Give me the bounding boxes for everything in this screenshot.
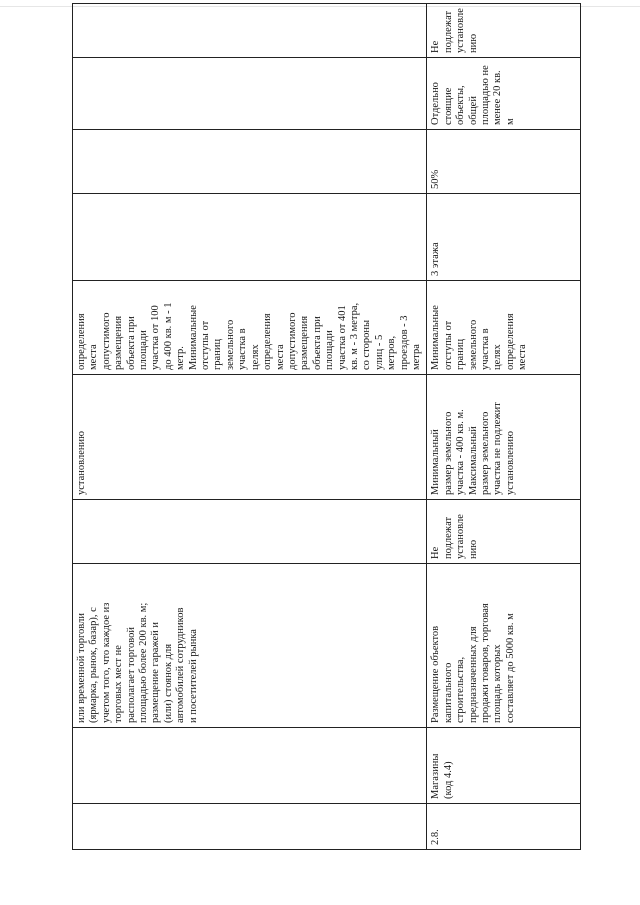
other-restrictions-cell: Не подлежат установлению (427, 4, 581, 58)
coverage-cell: 50% (427, 130, 581, 194)
storeys-cell (73, 500, 427, 564)
rotated-table-container (72, 8, 567, 850)
setbacks-cell: Минимальные отступы от границ земельного участка в целях определения места (427, 281, 581, 375)
use-description-cell: Размещение объектов капитального строительства, предназначенных для продажи товаров, торговая площадь которых составляет до 5000 кв. м (427, 564, 581, 728)
regulations-table (72, 3, 581, 850)
max-floors-cell: 3 этажа (427, 194, 581, 281)
use-name-cell (73, 728, 427, 804)
max-floors-cell (73, 194, 427, 281)
coverage-cell (73, 130, 427, 194)
table-row (427, 4, 581, 850)
plot-size-cell: установлению (73, 375, 427, 500)
row-number-cell: 2.8. (427, 804, 581, 850)
parking-cell (73, 58, 427, 130)
plot-size-cell: Минимальный размер земельного участка - 400 кв. м. Максимальный размер земельного участка не подлежит установлению (427, 375, 581, 500)
setbacks-cell: определения места допустимого размещения объекта при площади участка от 100 до 400 кв. м - 1 метр. Минимальные отступы от границ земельного участка в целях определения места допустимого размещения объекта при площади участка от 401 кв. м - 3 метра, со стороны улиц - 5 метров, проездов - 3 метра (73, 281, 427, 375)
use-name-cell: Магазины (код 4.4) (427, 728, 581, 804)
table-row (73, 4, 427, 850)
other-restrictions-cell (73, 4, 427, 58)
row-number-cell (73, 804, 427, 850)
use-description-cell: или временной торговли (ярмарка, рынок, базар), с учетом того, что каждое из торговых мест не располагает торговой площадью более 200 кв. м; размещение гаражей и (или) стоянок для автомобилей сотрудников и посетителей рынка (73, 564, 427, 728)
storeys-cell: Не подлежат установле нию (427, 500, 581, 564)
parking-cell: Отдельно стоящие объекты, общей площадью не менее 20 кв. м (427, 58, 581, 130)
